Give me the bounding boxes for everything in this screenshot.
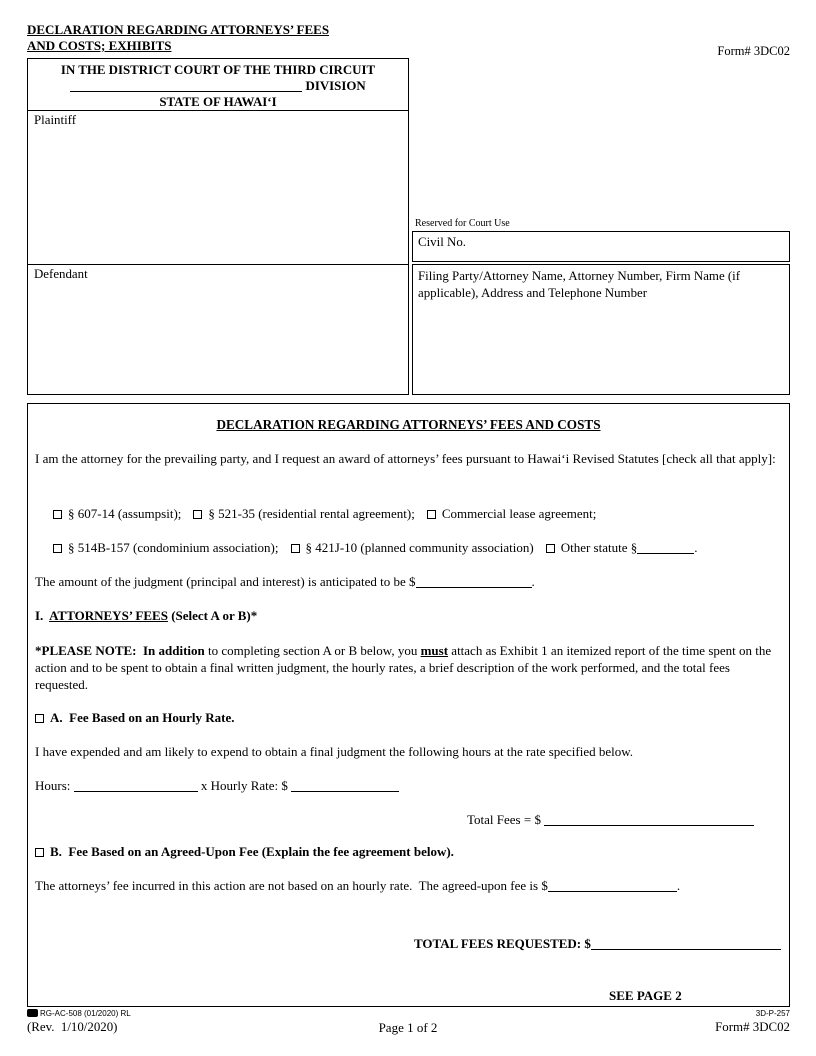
note-bold-lead: *PLEASE NOTE: In addition xyxy=(35,643,205,658)
assumpsit-label: § 607-14 (assumpsit); xyxy=(68,506,182,521)
residential-rental-label: § 521-35 (residential rental agreement); xyxy=(208,506,415,521)
plaintiff-box[interactable] xyxy=(27,111,409,265)
civil-no-label: Civil No. xyxy=(418,235,466,249)
hourly-rate-label: x Hourly Rate: $ xyxy=(197,778,292,793)
statute-option-condominium xyxy=(53,540,279,555)
division-label: DIVISION xyxy=(305,79,366,93)
option-a-checkbox[interactable] xyxy=(35,714,44,723)
document-title xyxy=(27,22,329,54)
other-statute-period: . xyxy=(694,540,698,555)
defendant-label: Defendant xyxy=(34,267,88,281)
option-a-heading xyxy=(35,710,235,726)
condominium-label: § 514B-157 (condominium association); xyxy=(68,540,279,555)
defendant-box[interactable] xyxy=(27,265,409,395)
note-text-1: to completing section A or B below, you xyxy=(204,643,421,658)
section-1-title: ATTORNEYS’ FEES xyxy=(49,608,168,623)
statute-row-2 xyxy=(53,540,710,556)
judgment-period: . xyxy=(531,574,535,589)
option-b-text: The attorneys’ fee incurred in this action are not based on an hourly rate. The agreed-upon fee is $ xyxy=(35,878,548,893)
document-title-line2: AND COSTS; EXHIBITS xyxy=(27,38,172,53)
declaration-heading: DECLARATION REGARDING ATTORNEYS’ FEES AND COSTS xyxy=(216,417,601,432)
statute-option-assumpsit xyxy=(53,506,181,521)
option-b-label: B. Fee Based on an Agreed-Upon Fee (Explain the fee agreement below). xyxy=(50,844,454,859)
civil-no-box[interactable] xyxy=(412,231,790,262)
judgment-amount-line xyxy=(35,574,535,590)
note-text-2: attach as Exhibit 1 an itemized report of the time spent on the action and to be spent to obtain a final written judgment, the hourly rates, a brief description of the work performed, and the total fees requested. xyxy=(35,643,775,692)
statute-option-planned-community xyxy=(291,540,534,555)
hours-rate-line xyxy=(35,778,399,794)
total-requested-label: TOTAL FEES REQUESTED: $ xyxy=(414,936,591,951)
agreed-fee-blank[interactable] xyxy=(548,880,677,892)
doc-code-text: RG-AC-508 (01/2020) RL xyxy=(40,1009,131,1018)
section-1-number: I. xyxy=(35,608,50,623)
form-number-bottom: Form# 3DC02 xyxy=(715,1020,790,1034)
option-b-checkbox[interactable] xyxy=(35,848,44,857)
option-b-body xyxy=(35,878,680,894)
filing-party-box[interactable] xyxy=(412,264,790,395)
other-statute-label: Other statute § xyxy=(560,540,638,555)
declaration-section xyxy=(27,403,790,1007)
see-page-2-label: SEE PAGE 2 xyxy=(609,988,682,1003)
statute-row-1 xyxy=(53,506,608,522)
intro-paragraph: I am the attorney for the prevailing party, and I request an award of attorneys’ fees pursuant to Hawaiʻi Revised Statutes [check all that apply]: xyxy=(35,451,776,466)
form-code-badge-icon xyxy=(27,1009,38,1017)
statute-option-commercial-lease xyxy=(427,506,596,521)
state-name: STATE OF HAWAIʻI xyxy=(159,95,277,109)
court-caption-box xyxy=(27,58,409,111)
other-statute-checkbox[interactable] xyxy=(546,544,555,553)
condominium-checkbox[interactable] xyxy=(53,544,62,553)
total-requested-blank[interactable] xyxy=(591,938,781,950)
assumpsit-checkbox[interactable] xyxy=(53,510,62,519)
planned-community-checkbox[interactable] xyxy=(291,544,300,553)
page-number: Page 1 of 2 xyxy=(378,1020,438,1035)
please-note-paragraph xyxy=(35,642,783,693)
print-code: 3D-P-257 xyxy=(755,1009,790,1018)
total-fees-line xyxy=(467,812,754,828)
filing-party-label: Filing Party/Attorney Name, Attorney Number, Firm Name (if applicable), Address and Telephone Number xyxy=(418,269,741,300)
reserved-for-court-use-label: Reserved for Court Use xyxy=(415,218,510,229)
section-1-heading xyxy=(35,608,257,624)
option-b-period: . xyxy=(676,878,681,893)
section-1-subtitle: (Select A or B)* xyxy=(167,608,258,623)
division-line xyxy=(28,78,408,94)
court-name: IN THE DISTRICT COURT OF THE THIRD CIRCUIT xyxy=(60,63,376,77)
hours-blank[interactable] xyxy=(74,780,198,792)
commercial-lease-checkbox[interactable] xyxy=(427,510,436,519)
total-fees-blank[interactable] xyxy=(544,814,754,826)
judgment-text: The amount of the judgment (principal and interest) is anticipated to be $ xyxy=(35,574,416,589)
residential-rental-checkbox[interactable] xyxy=(193,510,202,519)
other-statute-blank[interactable] xyxy=(637,542,694,554)
judgment-amount-blank[interactable] xyxy=(416,576,532,588)
option-b-heading xyxy=(35,844,454,860)
total-requested-line xyxy=(414,936,781,952)
planned-community-label: § 421J-10 (planned community association) xyxy=(305,540,534,555)
total-fees-label: Total Fees = $ xyxy=(467,812,545,827)
footer-doc-code xyxy=(27,1009,131,1018)
plaintiff-label: Plaintiff xyxy=(34,113,77,127)
statute-option-other xyxy=(546,540,698,555)
statute-option-residential-rental xyxy=(193,506,414,521)
division-blank[interactable] xyxy=(70,80,302,92)
hours-label: Hours: xyxy=(35,778,74,793)
document-title-line1: DECLARATION REGARDING ATTORNEYS’ FEES xyxy=(27,22,330,37)
option-a-body: I have expended and am likely to expend to obtain a final judgment the following hours at the rate specified below. xyxy=(35,744,634,759)
commercial-lease-label: Commercial lease agreement; xyxy=(441,506,597,521)
note-must: must xyxy=(420,643,449,658)
revision-date: (Rev. 1/10/2020) xyxy=(27,1020,118,1034)
form-number-top: Form# 3DC02 xyxy=(717,44,790,58)
option-a-label: A. Fee Based on an Hourly Rate. xyxy=(50,710,235,725)
hourly-rate-blank[interactable] xyxy=(291,780,399,792)
